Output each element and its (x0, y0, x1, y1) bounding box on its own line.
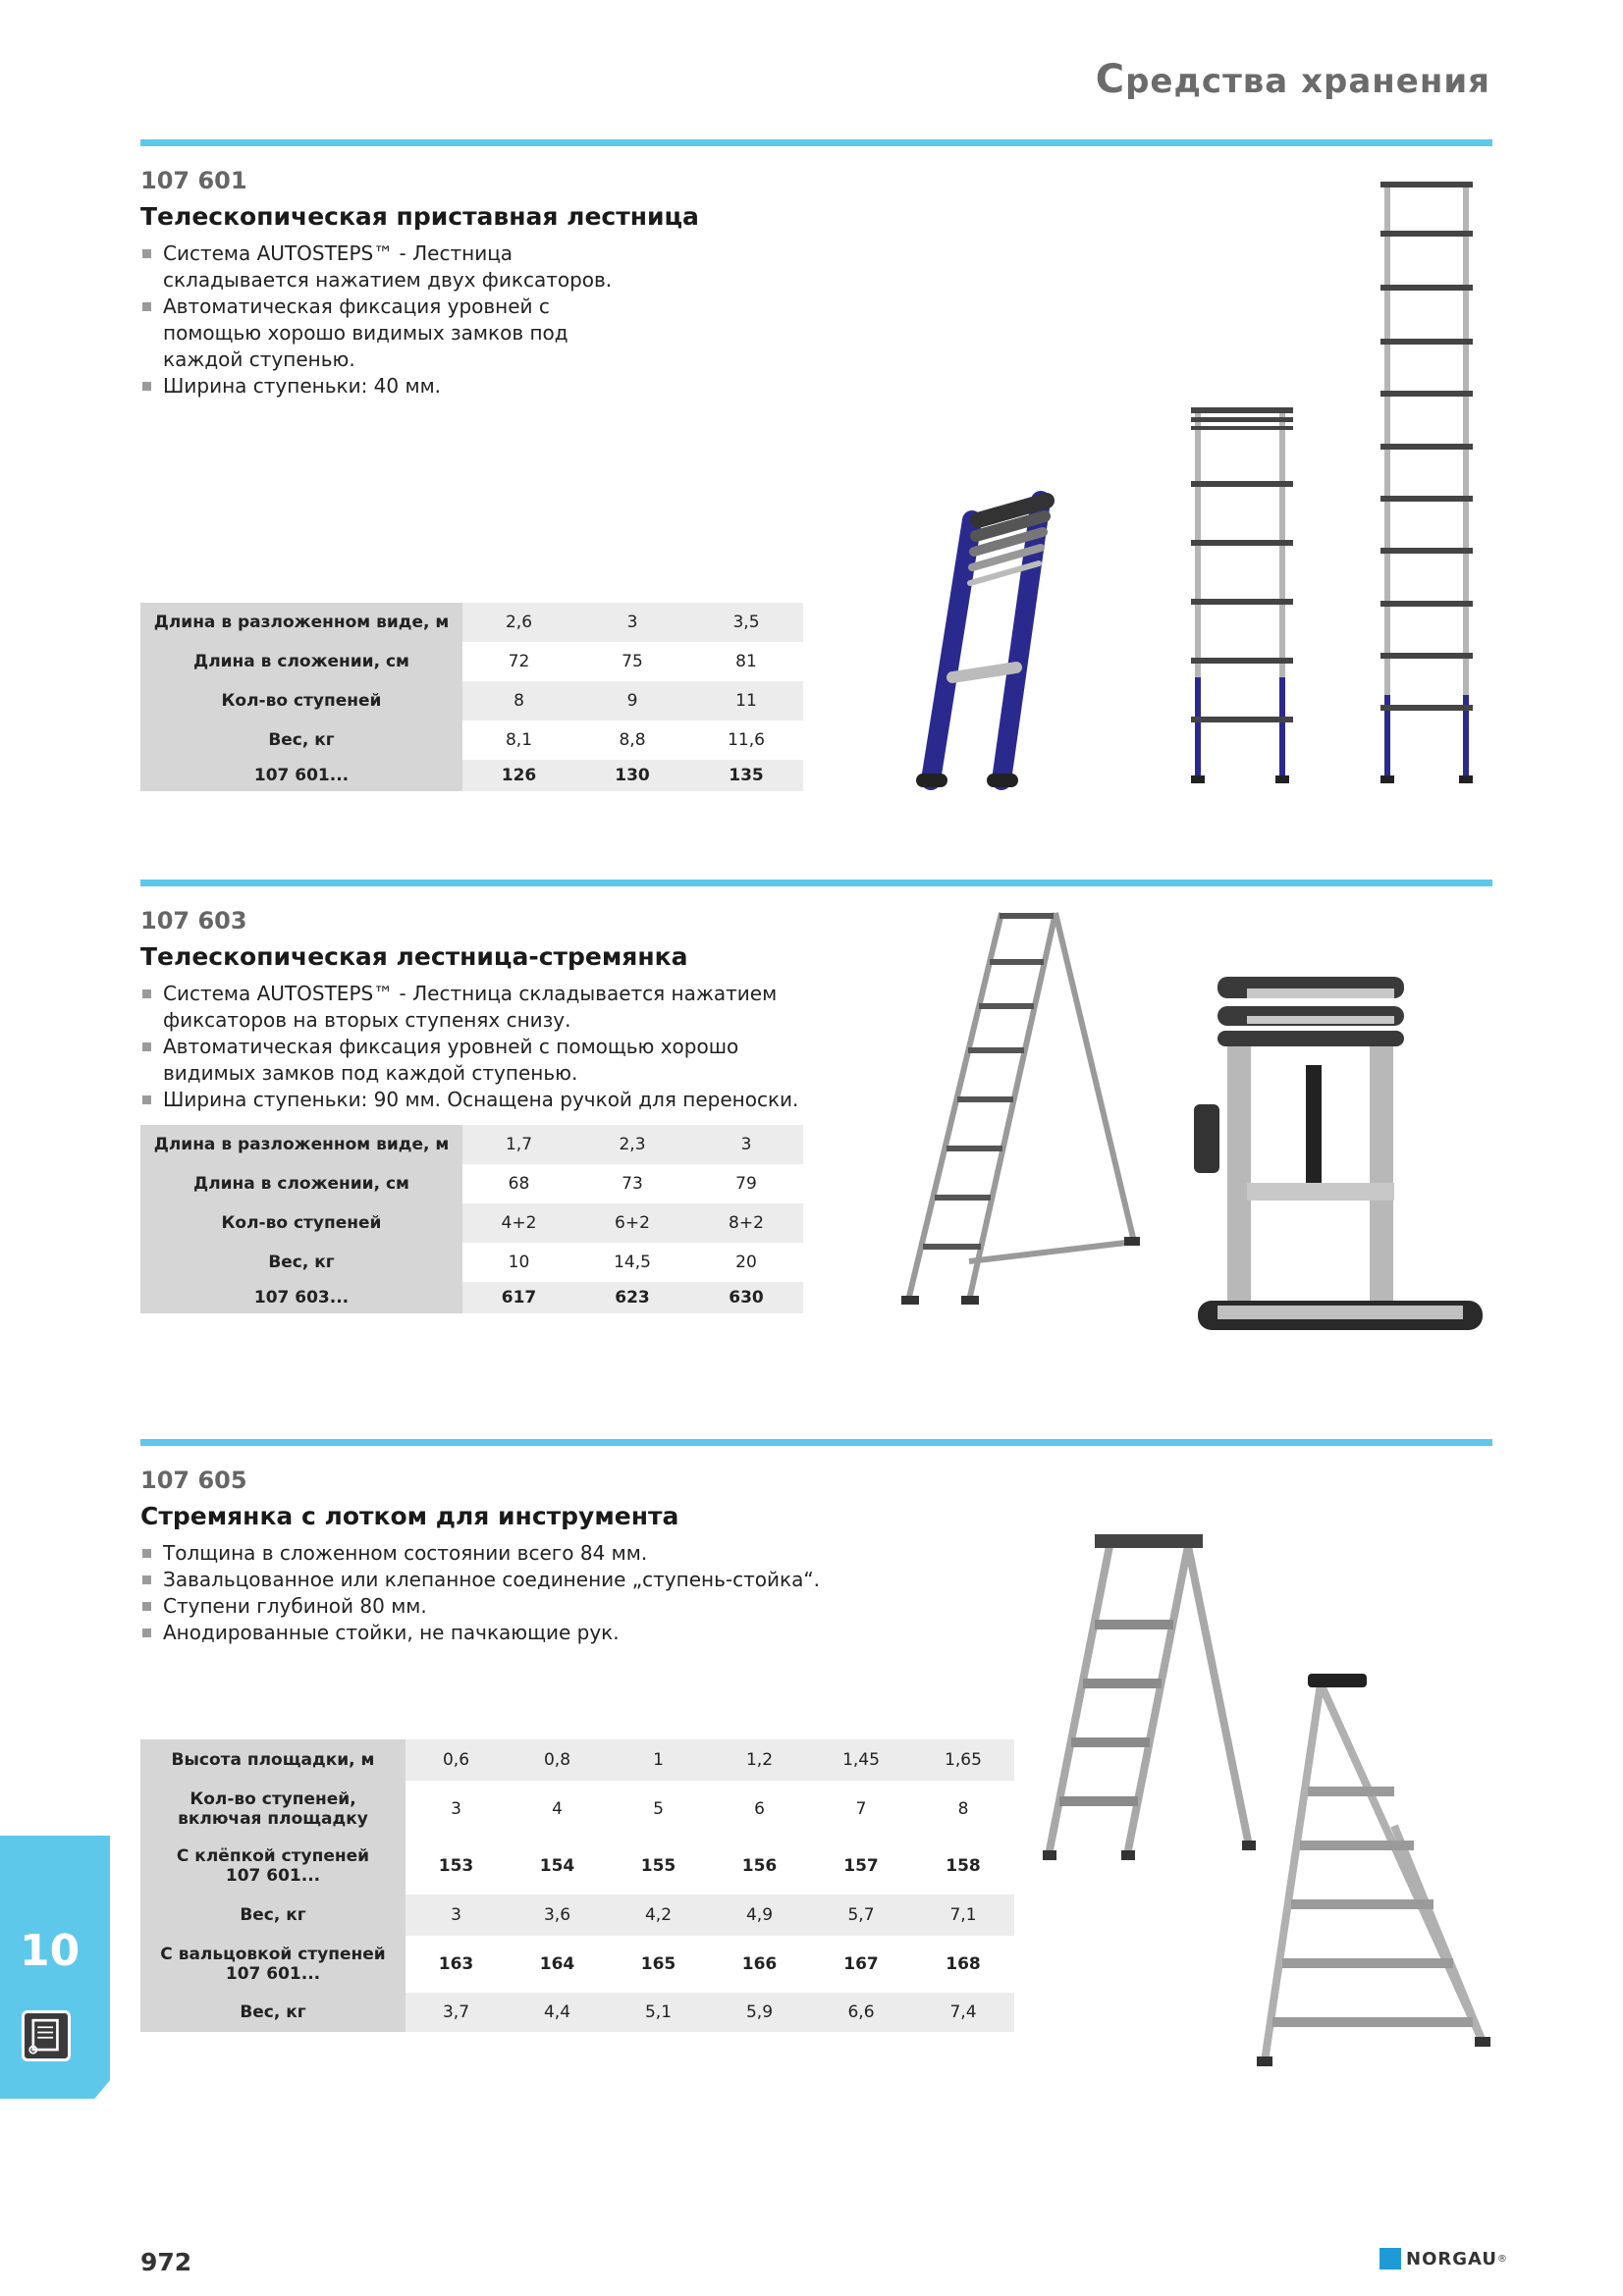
feature-item: Завальцованное или клепанное соединение „ступень-стойка“. (140, 1567, 828, 1593)
chapter-number: 10 (20, 1926, 81, 1976)
table-row: С вальцовкой ступеней 107 601... 163 164 165 166 167 168 (140, 1936, 1014, 1993)
product-code: 107 601 (140, 167, 247, 194)
chapter-header: Средства хранения (1095, 57, 1490, 102)
spec-table-107605 (140, 1739, 1014, 2032)
section-divider (140, 880, 1492, 886)
spec-table-107601 (140, 603, 803, 791)
feature-item: Толщина в сложенном состоянии всего 84 мм. (140, 1540, 828, 1567)
fully-extended-ladder-image (1375, 177, 1483, 790)
feature-item: Ширина ступеньки: 40 мм. (140, 373, 651, 400)
extended-ladder-image (1183, 402, 1301, 785)
table-row: Вес, кг 8,1 8,8 11,6 (140, 721, 803, 760)
section-divider (140, 1439, 1492, 1446)
feature-item: Автоматическая фиксация уровней с помощью хорошо видимых замков под каждой ступенью. (140, 1034, 828, 1087)
table-row: Кол-во ступеней, включая площадку 3 4 5 6 7 8 (140, 1781, 1014, 1838)
feature-list (140, 981, 828, 1113)
table-row: Высота площадки, м 0,6 0,8 1 1,2 1,45 1,65 (140, 1739, 1014, 1781)
product-code: 107 603 (140, 907, 247, 934)
table-row: Вес, кг 3,7 4,4 5,1 5,9 6,6 7,4 (140, 1993, 1014, 2032)
product-title: Стремянка с лотком для инструмента (140, 1502, 679, 1530)
table-row: Кол-во ступеней 4+2 6+2 8+2 (140, 1203, 803, 1243)
product-section-107603 (140, 907, 828, 1113)
table-row: Кол-во ступеней 8 9 11 (140, 681, 803, 721)
brand-name: NORGAU (1406, 2248, 1497, 2269)
feature-item: Автоматическая фиксация уровней с помощью хорошо видимых замков под каждой ступенью. (140, 294, 651, 373)
table-row: 107 603... 617 623 630 (140, 1282, 803, 1313)
table-row: Длина в разложенном виде, м 2,6 3 3,5 (140, 603, 803, 642)
folded-stepladder-image (1188, 967, 1497, 1360)
product-title: Телескопическая приставная лестница (140, 202, 699, 231)
product-section-107601 (140, 167, 699, 400)
feature-item: Анодированные стойки, не пачкающие рук. (140, 1620, 828, 1646)
stepladder-with-tray-image (1041, 1526, 1257, 1865)
page-number: 972 (140, 2248, 192, 2276)
product-section-107605 (140, 1467, 828, 1646)
table-row: Длина в сложении, см 72 75 81 (140, 642, 803, 681)
product-code: 107 605 (140, 1467, 247, 1494)
table-row: С клёпкой ступеней 107 601... 153 154 155 156 157 158 (140, 1838, 1014, 1895)
feature-item: Ступени глубиной 80 мм. (140, 1593, 828, 1620)
feature-item: Система AUTOSTEPS™ - Лестница складывается нажатием двух фиксаторов. (140, 240, 651, 294)
table-row: 107 601... 126 130 135 (140, 760, 803, 791)
table-row: Вес, кг 10 14,5 20 (140, 1243, 803, 1282)
table-row: Длина в сложении, см 68 73 79 (140, 1164, 803, 1203)
telescopic-stepladder-image (898, 908, 1144, 1310)
table-row: Длина в разложенном виде, м 1,7 2,3 3 (140, 1125, 803, 1164)
feature-list (140, 1540, 828, 1646)
brand-logo (1380, 2248, 1507, 2269)
logo-square-icon (1380, 2248, 1401, 2269)
feature-list (140, 240, 651, 400)
table-row: Вес, кг 3 3,6 4,2 4,9 5,7 7,1 (140, 1895, 1014, 1936)
folded-telescopic-ladder-image (913, 481, 1109, 795)
section-divider (140, 139, 1492, 146)
feature-item: Ширина ступеньки: 90 мм. Оснащена ручкой для переноски. (140, 1087, 828, 1113)
brand-mark: ® (1497, 2253, 1507, 2265)
feature-item: Система AUTOSTEPS™ - Лестница складывается нажатием фиксаторов на вторых ступенях снизу. (140, 981, 828, 1034)
spec-table-107603 (140, 1125, 803, 1313)
stepladder-platform-image (1247, 1669, 1497, 2071)
product-title: Телескопическая лестница-стремянка (140, 942, 688, 971)
catalog-icon (22, 2010, 71, 2061)
